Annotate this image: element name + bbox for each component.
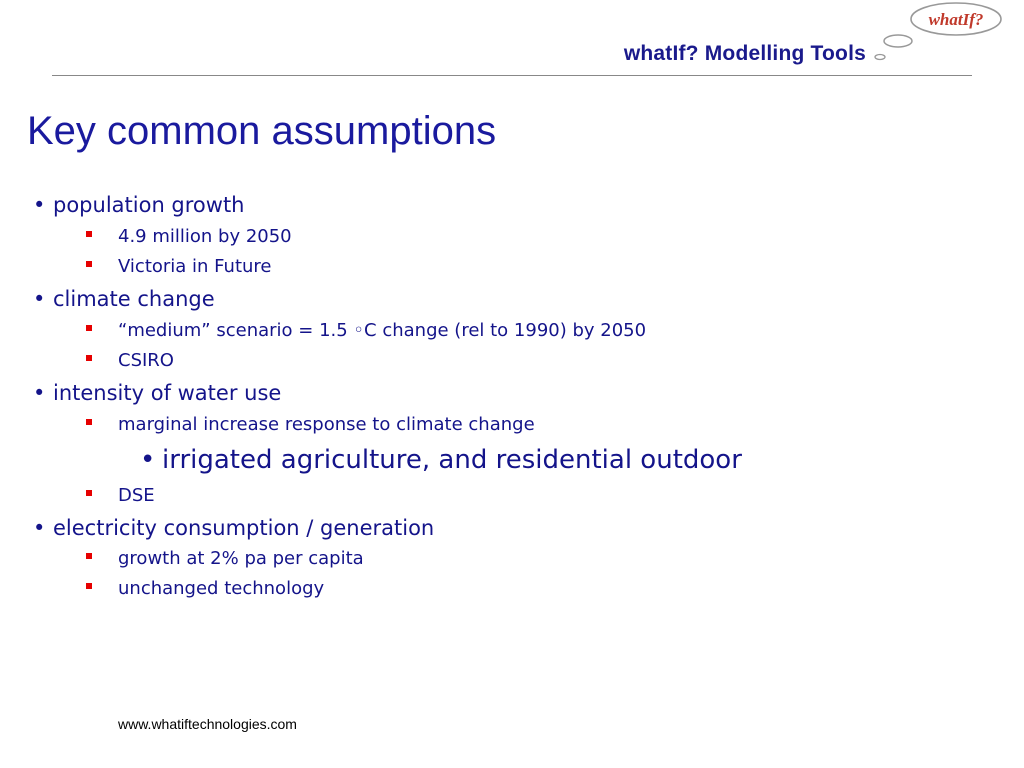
- bullet-text: population growth: [53, 193, 245, 217]
- bullet-intensity-of-water-use: [33, 381, 281, 413]
- bullet-icon: •: [33, 516, 46, 540]
- sub-item-text: Victoria in Future: [118, 256, 272, 277]
- sub-item: [86, 414, 535, 444]
- sub-item-text: DSE: [118, 485, 155, 506]
- square-bullet-icon: [86, 325, 92, 331]
- bullet-text: intensity of water use: [53, 381, 282, 405]
- square-bullet-icon: [86, 231, 92, 237]
- logo-thought-dot-large: [884, 35, 912, 47]
- square-bullet-icon: [86, 355, 92, 361]
- bullet-icon: •: [140, 445, 156, 475]
- footer-url: www.whatiftechnologies.com: [118, 716, 297, 732]
- square-bullet-icon: [86, 419, 92, 425]
- sub-item: [86, 548, 364, 578]
- nested-bullet-text: irrigated agriculture, and residential outdoor: [162, 445, 742, 475]
- logo-text: whatIf?: [928, 10, 984, 29]
- square-bullet-icon: [86, 261, 92, 267]
- sub-item: [86, 485, 155, 515]
- bullet-icon: •: [33, 193, 46, 217]
- whatif-logo: [872, 0, 1002, 66]
- logo-thought-dot-small: [875, 55, 885, 60]
- bullet-climate-change: [33, 287, 215, 319]
- bullet-text: electricity consumption / generation: [53, 516, 435, 540]
- bullet-electricity: [33, 516, 434, 548]
- sub-item-text: 4.9 million by 2050: [118, 226, 292, 247]
- header-divider: [52, 75, 972, 76]
- bullet-icon: •: [33, 287, 46, 311]
- square-bullet-icon: [86, 490, 92, 496]
- sub-item-text: marginal increase response to climate change: [118, 414, 535, 435]
- square-bullet-icon: [86, 583, 92, 589]
- sub-item-text: unchanged technology: [118, 578, 325, 599]
- sub-item: [86, 320, 646, 350]
- nested-bullet: [140, 445, 742, 479]
- bullet-icon: •: [33, 381, 46, 405]
- bullet-text: climate change: [53, 287, 215, 311]
- bullet-population-growth: [33, 193, 245, 225]
- sub-item: [86, 578, 324, 608]
- sub-item: [86, 350, 174, 380]
- sub-item-text: “medium” scenario = 1.5 ◦C change (rel to 1990) by 2050: [118, 320, 647, 341]
- header-title: whatIf? Modelling Tools: [623, 42, 866, 65]
- square-bullet-icon: [86, 553, 92, 559]
- sub-item: [86, 256, 272, 286]
- sub-item: [86, 226, 292, 256]
- slide-title: Key common assumptions: [27, 109, 497, 153]
- sub-item-text: growth at 2% pa per capita: [118, 548, 364, 569]
- sub-item-text: CSIRO: [118, 350, 174, 371]
